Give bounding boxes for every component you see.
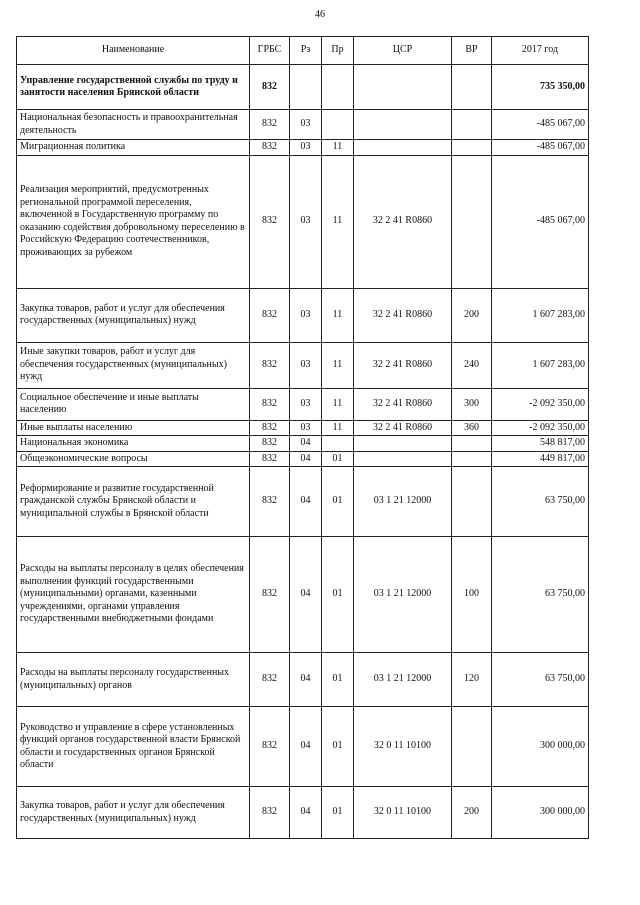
row-csr: 03 1 21 12000: [354, 467, 452, 537]
row-grbs: 832: [250, 653, 290, 707]
row-grbs: 832: [250, 436, 290, 452]
row-vr: [452, 140, 492, 156]
row-rz: 03: [290, 110, 322, 140]
table-row: [17, 787, 589, 839]
row-rz: 04: [290, 787, 322, 839]
row-vr: 240: [452, 342, 492, 388]
row-rz: 04: [290, 707, 322, 787]
row-csr: 32 2 41 R0860: [354, 288, 452, 342]
row-amount: 735 350,00: [492, 65, 589, 110]
row-rz: 03: [290, 342, 322, 388]
row-pr: [322, 110, 354, 140]
row-pr: 11: [322, 155, 354, 288]
row-name: Национальная безопасность и правоохранительная деятельность: [17, 110, 250, 140]
row-amount: 63 750,00: [492, 467, 589, 537]
row-amount: 63 750,00: [492, 537, 589, 653]
header-grbs: ГРБС: [250, 37, 290, 65]
row-rz: 03: [290, 388, 322, 420]
row-name: Социальное обеспечение и иные выплаты населению: [17, 388, 250, 420]
row-grbs: 832: [250, 65, 290, 110]
row-grbs: 832: [250, 420, 290, 436]
row-csr: [354, 140, 452, 156]
row-pr: 01: [322, 787, 354, 839]
row-amount: 300 000,00: [492, 707, 589, 787]
table-row: [17, 288, 589, 342]
header-rz: Рз: [290, 37, 322, 65]
row-amount: -485 067,00: [492, 140, 589, 156]
row-name: Миграционная политика: [17, 140, 250, 156]
row-grbs: 832: [250, 288, 290, 342]
table-row: [17, 342, 589, 388]
row-csr: 03 1 21 12000: [354, 653, 452, 707]
header-vr: ВР: [452, 37, 492, 65]
row-rz: 03: [290, 140, 322, 156]
table-row: [17, 707, 589, 787]
row-vr: 200: [452, 288, 492, 342]
row-vr: [452, 436, 492, 452]
row-amount: 449 817,00: [492, 451, 589, 467]
row-csr: 32 2 41 R0860: [354, 420, 452, 436]
row-name: Расходы на выплаты персоналу государственных (муниципальных) органов: [17, 653, 250, 707]
table-row: [17, 155, 589, 288]
row-csr: [354, 451, 452, 467]
row-csr: 32 2 41 R0860: [354, 342, 452, 388]
row-name: Общеэкономические вопросы: [17, 451, 250, 467]
row-vr: 360: [452, 420, 492, 436]
row-pr: 01: [322, 451, 354, 467]
table-row: [17, 420, 589, 436]
table-row: [17, 653, 589, 707]
row-vr: [452, 155, 492, 288]
row-name: Руководство и управление в сфере установленных функций органов государственной власти Брянской области и государственных органов Брянской области: [17, 707, 250, 787]
row-vr: [452, 451, 492, 467]
row-vr: [452, 65, 492, 110]
row-pr: [322, 436, 354, 452]
row-amount: -485 067,00: [492, 110, 589, 140]
row-name: Закупка товаров, работ и услуг для обеспечения государственных (муниципальных) нужд: [17, 787, 250, 839]
row-pr: 01: [322, 707, 354, 787]
row-rz: 03: [290, 288, 322, 342]
row-grbs: 832: [250, 787, 290, 839]
table-row: [17, 467, 589, 537]
row-pr: 01: [322, 467, 354, 537]
row-grbs: 832: [250, 155, 290, 288]
table-row: [17, 388, 589, 420]
row-grbs: 832: [250, 707, 290, 787]
row-rz: 04: [290, 451, 322, 467]
table-row: [17, 140, 589, 156]
row-csr: 03 1 21 12000: [354, 537, 452, 653]
row-vr: 300: [452, 388, 492, 420]
table-row: [17, 436, 589, 452]
row-name: Реализация мероприятий, предусмотренных региональной программой переселения, включенной в Государственную программу по оказанию содействия добровольному переселению в Российскую Федерацию соотечественников, проживающих за рубежом: [17, 155, 250, 288]
row-name: Реформирование и развитие государственной гражданской службы Брянской области и муниципальной службы в Брянской области: [17, 467, 250, 537]
row-grbs: 832: [250, 342, 290, 388]
row-name: Закупка товаров, работ и услуг для обеспечения государственных (муниципальных) нужд: [17, 288, 250, 342]
row-vr: [452, 707, 492, 787]
row-vr: [452, 110, 492, 140]
row-amount: 300 000,00: [492, 787, 589, 839]
row-name: Расходы на выплаты персоналу в целях обеспечения выполнения функций государственными (муниципальными) органами, казенными учреждениями, органами управления государственными внебюджетными фондами: [17, 537, 250, 653]
row-amount: -2 092 350,00: [492, 388, 589, 420]
row-csr: 32 2 41 R0860: [354, 388, 452, 420]
row-amount: -2 092 350,00: [492, 420, 589, 436]
row-rz: 04: [290, 653, 322, 707]
row-rz: [290, 65, 322, 110]
header-csr: ЦСР: [354, 37, 452, 65]
row-name: Иные выплаты населению: [17, 420, 250, 436]
row-csr: [354, 65, 452, 110]
row-pr: 11: [322, 420, 354, 436]
row-csr: 32 0 11 10100: [354, 787, 452, 839]
row-pr: [322, 65, 354, 110]
row-amount: 548 817,00: [492, 436, 589, 452]
row-rz: 04: [290, 537, 322, 653]
row-amount: 1 607 283,00: [492, 288, 589, 342]
table-header-row: [17, 37, 589, 65]
row-amount: 63 750,00: [492, 653, 589, 707]
row-csr: [354, 436, 452, 452]
row-pr: 11: [322, 342, 354, 388]
table-row: [17, 451, 589, 467]
table-row: [17, 65, 589, 110]
row-name: Управление государственной службы по труду и занятости населения Брянской области: [17, 65, 250, 110]
row-pr: 11: [322, 288, 354, 342]
row-rz: 04: [290, 467, 322, 537]
budget-table: [16, 36, 589, 839]
row-grbs: 832: [250, 537, 290, 653]
table-row: [17, 110, 589, 140]
row-name: Иные закупки товаров, работ и услуг для обеспечения государственных (муниципальных) нужд: [17, 342, 250, 388]
row-vr: 200: [452, 787, 492, 839]
header-pr: Пр: [322, 37, 354, 65]
row-csr: [354, 110, 452, 140]
row-pr: 01: [322, 537, 354, 653]
row-grbs: 832: [250, 451, 290, 467]
row-pr: 11: [322, 140, 354, 156]
table-row: [17, 537, 589, 653]
row-vr: 100: [452, 537, 492, 653]
row-rz: 03: [290, 420, 322, 436]
header-year: 2017 год: [492, 37, 589, 65]
row-csr: 32 2 41 R0860: [354, 155, 452, 288]
row-rz: 03: [290, 155, 322, 288]
row-grbs: 832: [250, 110, 290, 140]
row-pr: 01: [322, 653, 354, 707]
row-csr: 32 0 11 10100: [354, 707, 452, 787]
row-grbs: 832: [250, 140, 290, 156]
row-rz: 04: [290, 436, 322, 452]
row-vr: 120: [452, 653, 492, 707]
row-pr: 11: [322, 388, 354, 420]
row-grbs: 832: [250, 388, 290, 420]
row-name: Национальная экономика: [17, 436, 250, 452]
row-grbs: 832: [250, 467, 290, 537]
page-number: 46: [315, 9, 325, 20]
row-amount: -485 067,00: [492, 155, 589, 288]
row-amount: 1 607 283,00: [492, 342, 589, 388]
header-name: Наименование: [17, 37, 250, 65]
row-vr: [452, 467, 492, 537]
